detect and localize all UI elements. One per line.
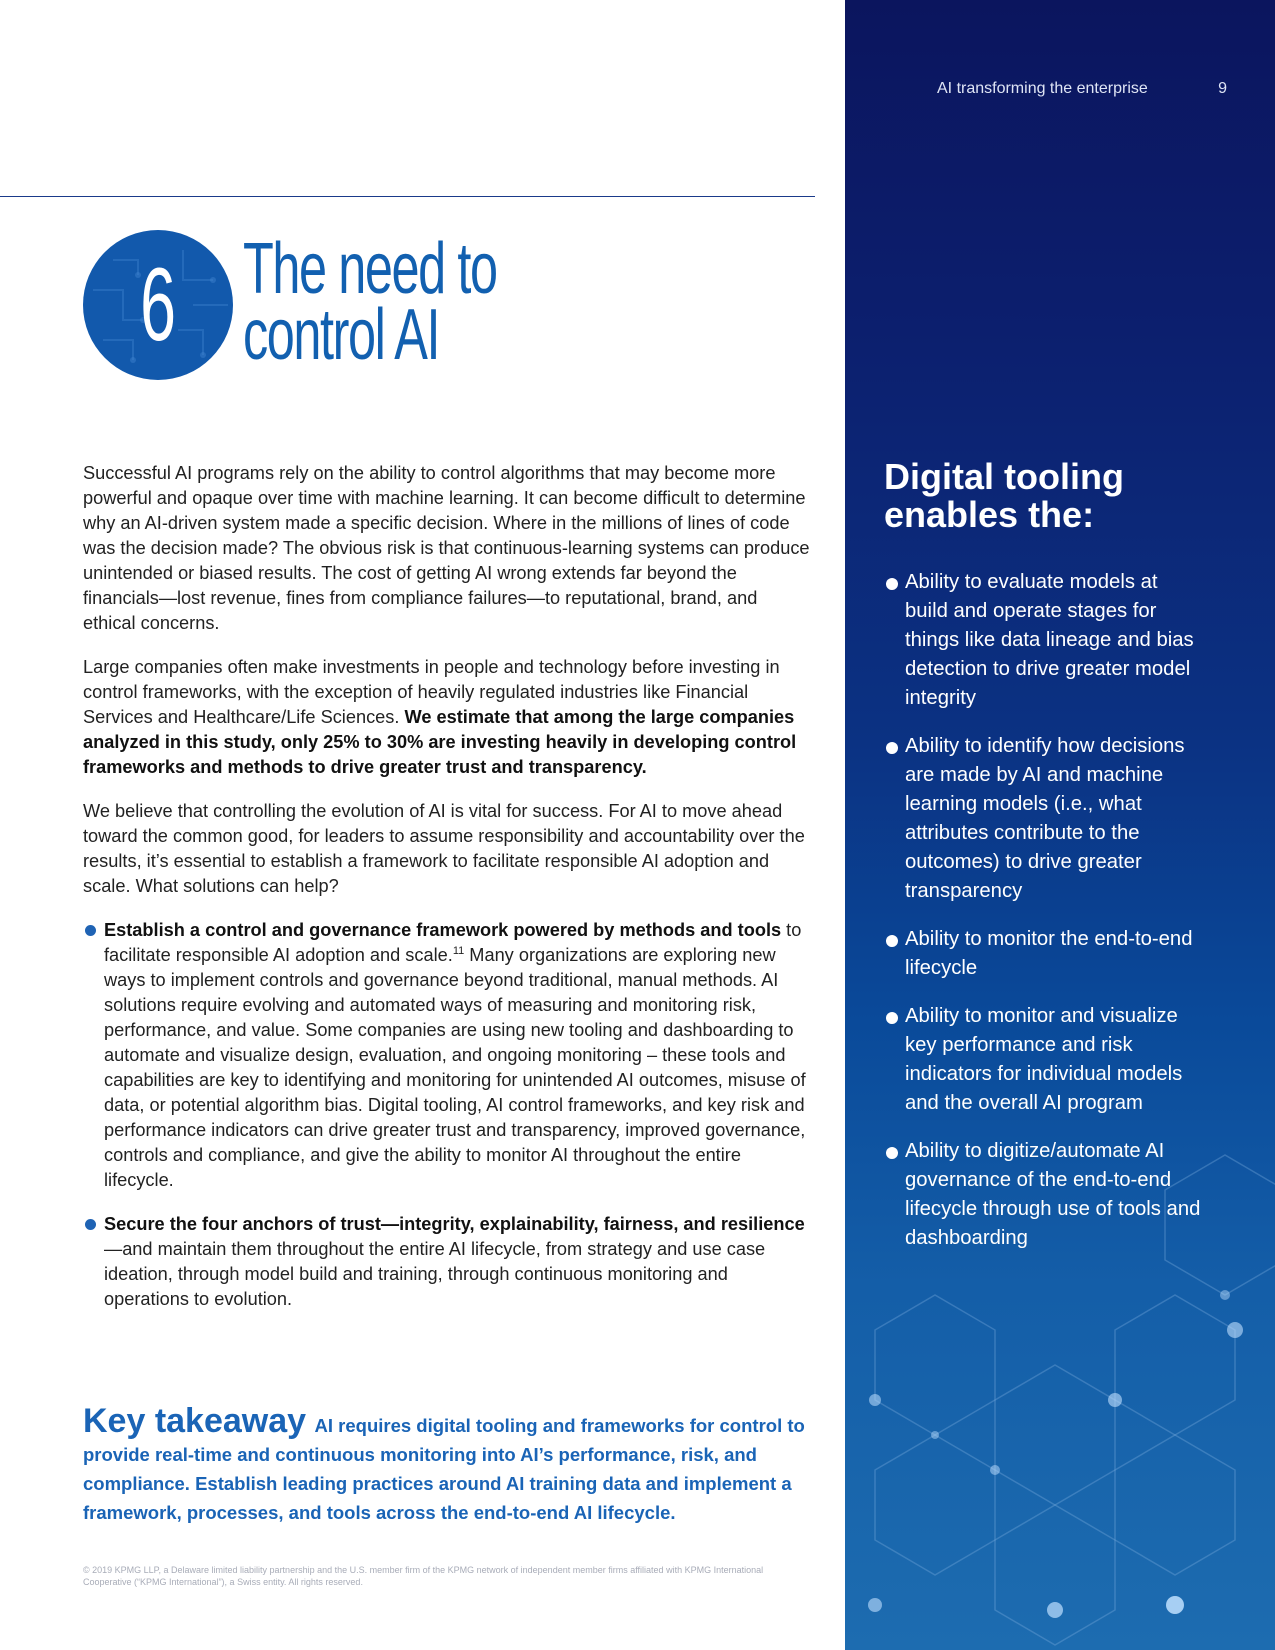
section-title-line-2: control AI bbox=[243, 295, 440, 375]
section-title-line-1: The need to bbox=[243, 229, 497, 309]
bullet-icon bbox=[886, 935, 898, 947]
sidebar-list-text: Ability to digitize/automate AI governance of the end-to-end lifecycle through use of tools and dashboarding bbox=[905, 1140, 1201, 1249]
sidebar-list-item bbox=[884, 568, 1204, 713]
header-rule bbox=[0, 196, 815, 197]
list-item-text: —and maintain them throughout the entire AI lifecycle, from strategy and use case ideation, through model build and training, through continuous monitoring and operations to evolution. bbox=[104, 1239, 766, 1309]
main-body bbox=[83, 461, 813, 1331]
sidebar-list-text: Ability to evaluate models at build and operate stages for things like data lineage and bias detection to drive greater model integrity bbox=[905, 571, 1194, 709]
list-item-lead: Establish a control and governance framework powered by methods and tools bbox=[104, 920, 782, 940]
sidebar-list-item bbox=[884, 1137, 1204, 1253]
running-title: AI transforming the enterprise bbox=[937, 80, 1148, 97]
sidebar-list-item bbox=[884, 732, 1204, 906]
page-number: 9 bbox=[1218, 80, 1227, 97]
solutions-list bbox=[83, 918, 813, 1312]
bullet-icon bbox=[886, 1147, 898, 1159]
bullet-icon bbox=[85, 925, 96, 936]
list-item-lead: Secure the four anchors of trust—integrity, explainability, fairness, and resilience bbox=[104, 1214, 805, 1234]
sidebar-heading-line-2: enables the: bbox=[884, 494, 1095, 535]
sidebar-list-text: Ability to identify how decisions are made by AI and machine learning models (i.e., what attributes contribute to the outcomes) to drive greater transparency bbox=[905, 735, 1185, 902]
list-item bbox=[83, 918, 813, 1193]
key-takeaway-label: Key takeaway bbox=[83, 1402, 307, 1440]
key-takeaway bbox=[83, 1402, 823, 1527]
list-item-text: to facilitate responsible AI adoption and scale. bbox=[104, 920, 802, 965]
sidebar-list-text: Ability to monitor the end-to-end lifecycle bbox=[905, 928, 1193, 979]
bullet-icon bbox=[886, 578, 898, 590]
bullet-icon bbox=[886, 742, 898, 754]
sidebar-list bbox=[884, 568, 1204, 1272]
body-paragraph-3: We believe that controlling the evolution of AI is vital for success. For AI to move ahead toward the common good, for leaders to assume responsibility and accountability over the results, it’s essential to establish a framework to facilitate responsible AI adoption and scale. What solutions can help? bbox=[83, 801, 805, 896]
body-paragraph-2-text: Large companies often make investments in people and technology before investing in control frameworks, with the exception of heavily regulated industries like Financial Services and Healthcare/Life Sciences. bbox=[83, 657, 780, 727]
sidebar-heading-line-1: Digital tooling bbox=[884, 456, 1124, 497]
copyright-footer: © 2019 KPMG LLP, a Delaware limited liability partnership and the U.S. member firm of the KPMG network of independent member firms affiliated with KPMG International Cooperative (“KPMG International”), a Swiss entity. All rights reserved. bbox=[83, 1565, 764, 1587]
section-title bbox=[243, 229, 537, 375]
body-paragraph-2 bbox=[83, 655, 813, 780]
list-item bbox=[83, 1212, 813, 1312]
footnote-ref[interactable]: 11 bbox=[452, 944, 465, 957]
sidebar-list-text: Ability to monitor and visualize key performance and risk indicators for individual models and the overall AI program bbox=[905, 1005, 1183, 1114]
section-number-badge bbox=[83, 230, 233, 380]
body-paragraph-2-emphasis: We estimate that among the large companies analyzed in this study, only 25% to 30% are investing heavily in developing control frameworks and methods to drive greater trust and transparency. bbox=[83, 707, 797, 777]
bullet-icon bbox=[85, 1219, 96, 1230]
sidebar-list-item bbox=[884, 925, 1204, 983]
sidebar-heading bbox=[884, 458, 1204, 534]
body-paragraph-1: Successful AI programs rely on the ability to control algorithms that may become more powerful and opaque over time with machine learning. It can become difficult to determine why an AI-driven system made a specific decision. Where in the millions of lines of code was the decision made? The obvious risk is that continuous-learning systems can produce unintended or biased results. The cost of getting AI wrong extends far beyond the financials—lost revenue, fines from compliance failures—to reputational, brand, and ethical concerns. bbox=[83, 463, 810, 633]
section-number: 6 bbox=[140, 246, 176, 363]
list-item-text-cont: Many organizations are exploring new ways to implement controls and governance beyond traditional, manual methods. AI solutions require evolving and automated ways of measuring and monitoring risk, performance, and value. Some companies are using new tooling and dashboarding to automate and visualize design, evaluation, and ongoing monitoring – these tools and capabilities are key to identifying and monitoring for unintended AI outcomes, misuse of data, or potential algorithm bias. Digital tooling, AI control frameworks, and key risk and performance indicators can drive greater trust and transparency, improved governance, controls and compliance, and give the ability to monitor AI throughout the entire lifecycle. bbox=[104, 945, 806, 1190]
bullet-icon bbox=[886, 1012, 898, 1024]
running-header bbox=[937, 80, 1227, 98]
key-takeaway-text: AI requires digital tooling and frameworks for control to provide real-time and continuous monitoring into AI’s performance, risk, and compliance. Establish leading practices around AI training data and implement a framework, processes, and tools across the end-to-end AI lifecycle. bbox=[83, 1415, 805, 1523]
sidebar-list-item bbox=[884, 1002, 1204, 1118]
